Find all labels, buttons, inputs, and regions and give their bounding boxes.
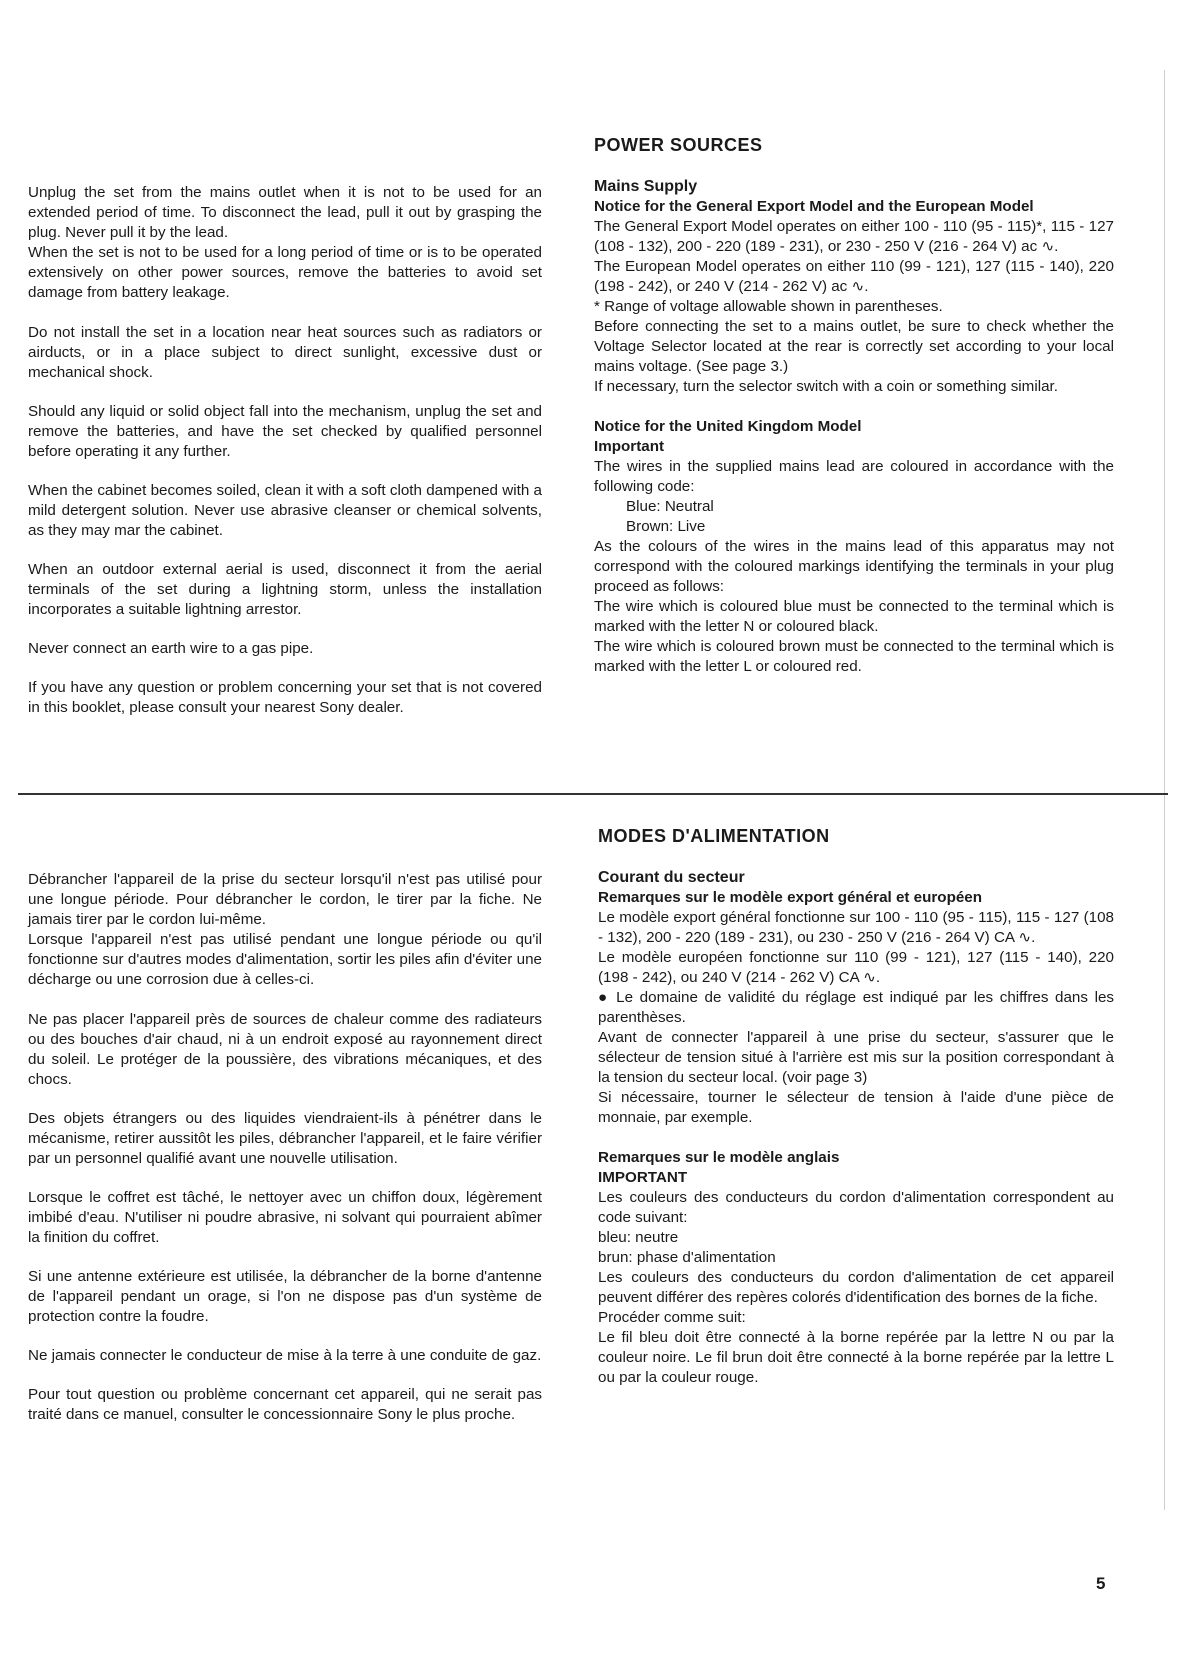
wires-text: The wires in the supplied mains lead are coloured in accordance with the following code: [594, 458, 1114, 495]
brown-wire-rule: The wire which is coloured brown must be connected to the terminal which is marked with the letter L or coloured red. [594, 638, 1114, 675]
wires-text: Les couleurs des conducteurs du cordon d'alimentation correspondent au code suivant: [598, 1189, 1114, 1226]
safety-paragraph: Pour tout question ou problème concernant cet appareil, qui ne serait pas traité dans ce manuel, consulter le concessionnaire Sony le plus proche. [28, 1386, 542, 1423]
safety-paragraph: Si une antenne extérieure est utilisée, la débrancher de la borne d'antenne de l'appareil pendant un orage, si l'on ne dispose pas d'un système de protection contre la foudre. [28, 1268, 542, 1325]
if-necessary-text: If necessary, turn the selector switch with a coin or something similar. [594, 378, 1058, 395]
general-export-text: Le modèle export général fonctionne sur 100 - 110 (95 - 115), 115 - 127 (108 - 132), 200 - 220 (189 - 231), ou 230 - 250 V (216 - 264 V) CA ∿. [598, 909, 1114, 946]
european-text: The European Model operates on either 110 (99 - 121), 127 (115 - 140), 220 (198 - 242), or 240 V (214 - 262 V) ac ∿. [594, 258, 1114, 295]
blue-wire-code: bleu: neutre [598, 1229, 679, 1246]
uk-notice: Remarques sur le modèle anglais [598, 1149, 840, 1166]
european-text: Le modèle européen fonctionne sur 110 (99 - 121), 127 (115 - 140), 220 (198 - 242), ou 240 V (214 - 262 V) CA ∿. [598, 949, 1114, 986]
safety-paragraph: Lorsque le coffret est tâché, le nettoyer avec un chiffon doux, légèrement imbibé d'eau. N'utiliser ni poudre abrasive, ni solvant qui pourraient abîmer la finition du coffret. [28, 1189, 542, 1246]
general-export-notice: Remarques sur le modèle export général et européen [598, 889, 983, 906]
uk-notice: Notice for the United Kingdom Model [594, 418, 862, 435]
general-export-notice: Notice for the General Export Model and the European Model [594, 198, 1034, 215]
safety-paragraph: Unplug the set from the mains outlet when it is not to be used for an extended period of time. To disconnect the lead, pull it out by grasping the plug. Never pull it by the lead. When the set is not to be used for a long period of time or is to be operated extensively on other power sources, remove the batteries to avoid set damage from battery leakage. [28, 184, 542, 301]
wires-rule: Le fil bleu doit être connecté à la borne repérée par la lettre N ou par la couleur noire. Le fil brun doit être connecté à la borne repérée par la lettre L ou par la couleur rouge. [598, 1329, 1114, 1386]
before-connecting-text: Before connecting the set to a mains outlet, be sure to check whether the Voltage Selector located at the rear is correctly set according to your local mains voltage. (See page 3.) [594, 318, 1114, 375]
proceed-text: Procéder comme suit: [598, 1309, 746, 1326]
page-number: 5 [1096, 1574, 1106, 1593]
power-sources-heading: POWER SOURCES [594, 135, 763, 155]
brown-wire-code: Brown: Live [626, 518, 706, 535]
safety-paragraph: When an outdoor external aerial is used, disconnect it from the aerial terminals of the set during a lightning storm, unless the installation incorporates a suitable lightning arrestor. [28, 561, 542, 618]
safety-paragraph: Débrancher l'appareil de la prise du secteur lorsqu'il n'est pas utilisé pour une longue période. Pour débrancher le cordon, le tirer par la fiche. Ne jamais tirer par le cordon lui-même. Lorsque l'appareil n'est pas utilisé pendant une longue période ou qu'il fonctionne sur d'autres modes d'alimentation, sortir les piles afin d'éviter une décharge ou une corrosion due à celles-ci. [28, 871, 542, 988]
english-safety-section [28, 183, 542, 737]
french-power-section [598, 826, 1114, 1388]
modes-alimentation-heading: MODES D'ALIMENTATION [598, 826, 830, 846]
safety-paragraph: Ne pas placer l'appareil près de sources de chaleur comme des radiateurs ou des bouches d'air chaud, ni à un endroit exposé au rayonnement direct du soleil. Le protéger de la poussière, des vibrations mécaniques, et des chocs. [28, 1011, 542, 1088]
general-export-text: The General Export Model operates on either 100 - 110 (95 - 115)*, 115 - 127 (108 - 132), 200 - 220 (189 - 231), or 230 - 250 V (216 - 264 V) ac ∿. [594, 218, 1114, 255]
before-connecting-text: Avant de connecter l'appareil à une prise du secteur, s'assurer que le sélecteur de tension situé à l'arrière est mis sur la position correspondant à la tension du secteur local. (voir page 3) [598, 1029, 1114, 1086]
important-label: IMPORTANT [598, 1169, 688, 1186]
important-label: Important [594, 438, 665, 455]
safety-paragraph: Never connect an earth wire to a gas pipe. [28, 640, 314, 657]
safety-paragraph: Do not install the set in a location near heat sources such as radiators or airducts, or in a place subject to direct sunlight, excessive dust or mechanical shock. [28, 324, 542, 381]
blue-wire-rule: The wire which is coloured blue must be connected to the terminal which is marked with the letter N or coloured black. [594, 598, 1114, 635]
blue-wire-code: Blue: Neutral [626, 498, 714, 515]
section-divider [18, 793, 1168, 795]
mains-supply-title: Mains Supply [594, 178, 698, 195]
safety-paragraph: If you have any question or problem concerning your set that is not covered in this booklet, please consult your nearest Sony dealer. [28, 679, 542, 716]
page-edge-line [1164, 70, 1165, 1510]
safety-paragraph: Should any liquid or solid object fall into the mechanism, unplug the set and remove the batteries, and have the set checked by qualified personnel before operating it any further. [28, 403, 542, 460]
brown-wire-code: brun: phase d'alimentation [598, 1249, 776, 1266]
courant-secteur-title: Courant du secteur [598, 869, 745, 886]
colours-text: Les couleurs des conducteurs du cordon d'alimentation de cet appareil peuvent différer des repères colorés d'identification des bornes de la fiche. [598, 1269, 1114, 1306]
colours-text: As the colours of the wires in the mains lead of this apparatus may not correspond with the coloured markings identifying the terminals in your plug proceed as follows: [594, 538, 1114, 595]
if-necessary-text: Si nécessaire, tourner le sélecteur de tension à l'aide d'une pièce de monnaie, par exemple. [598, 1089, 1114, 1126]
english-power-section [594, 135, 1114, 677]
range-note: ● Le domaine de validité du réglage est indiqué par les chiffres dans les parenthèses. [598, 989, 1114, 1026]
safety-paragraph: Des objets étrangers ou des liquides viendraient-ils à pénétrer dans le mécanisme, retirer aussitôt les piles, débrancher l'appareil, et le faire vérifier par un personnel qualifié avant une nouvelle utilisation. [28, 1110, 542, 1167]
range-note: * Range of voltage allowable shown in parentheses. [594, 298, 943, 315]
safety-paragraph: Ne jamais connecter le conducteur de mise à la terre à une conduite de gaz. [28, 1347, 542, 1364]
safety-paragraph: When the cabinet becomes soiled, clean it with a soft cloth dampened with a mild detergent solution. Never use abrasive cleanser or chemical solvents, as they may mar the cabinet. [28, 482, 542, 539]
french-safety-section [28, 870, 542, 1444]
